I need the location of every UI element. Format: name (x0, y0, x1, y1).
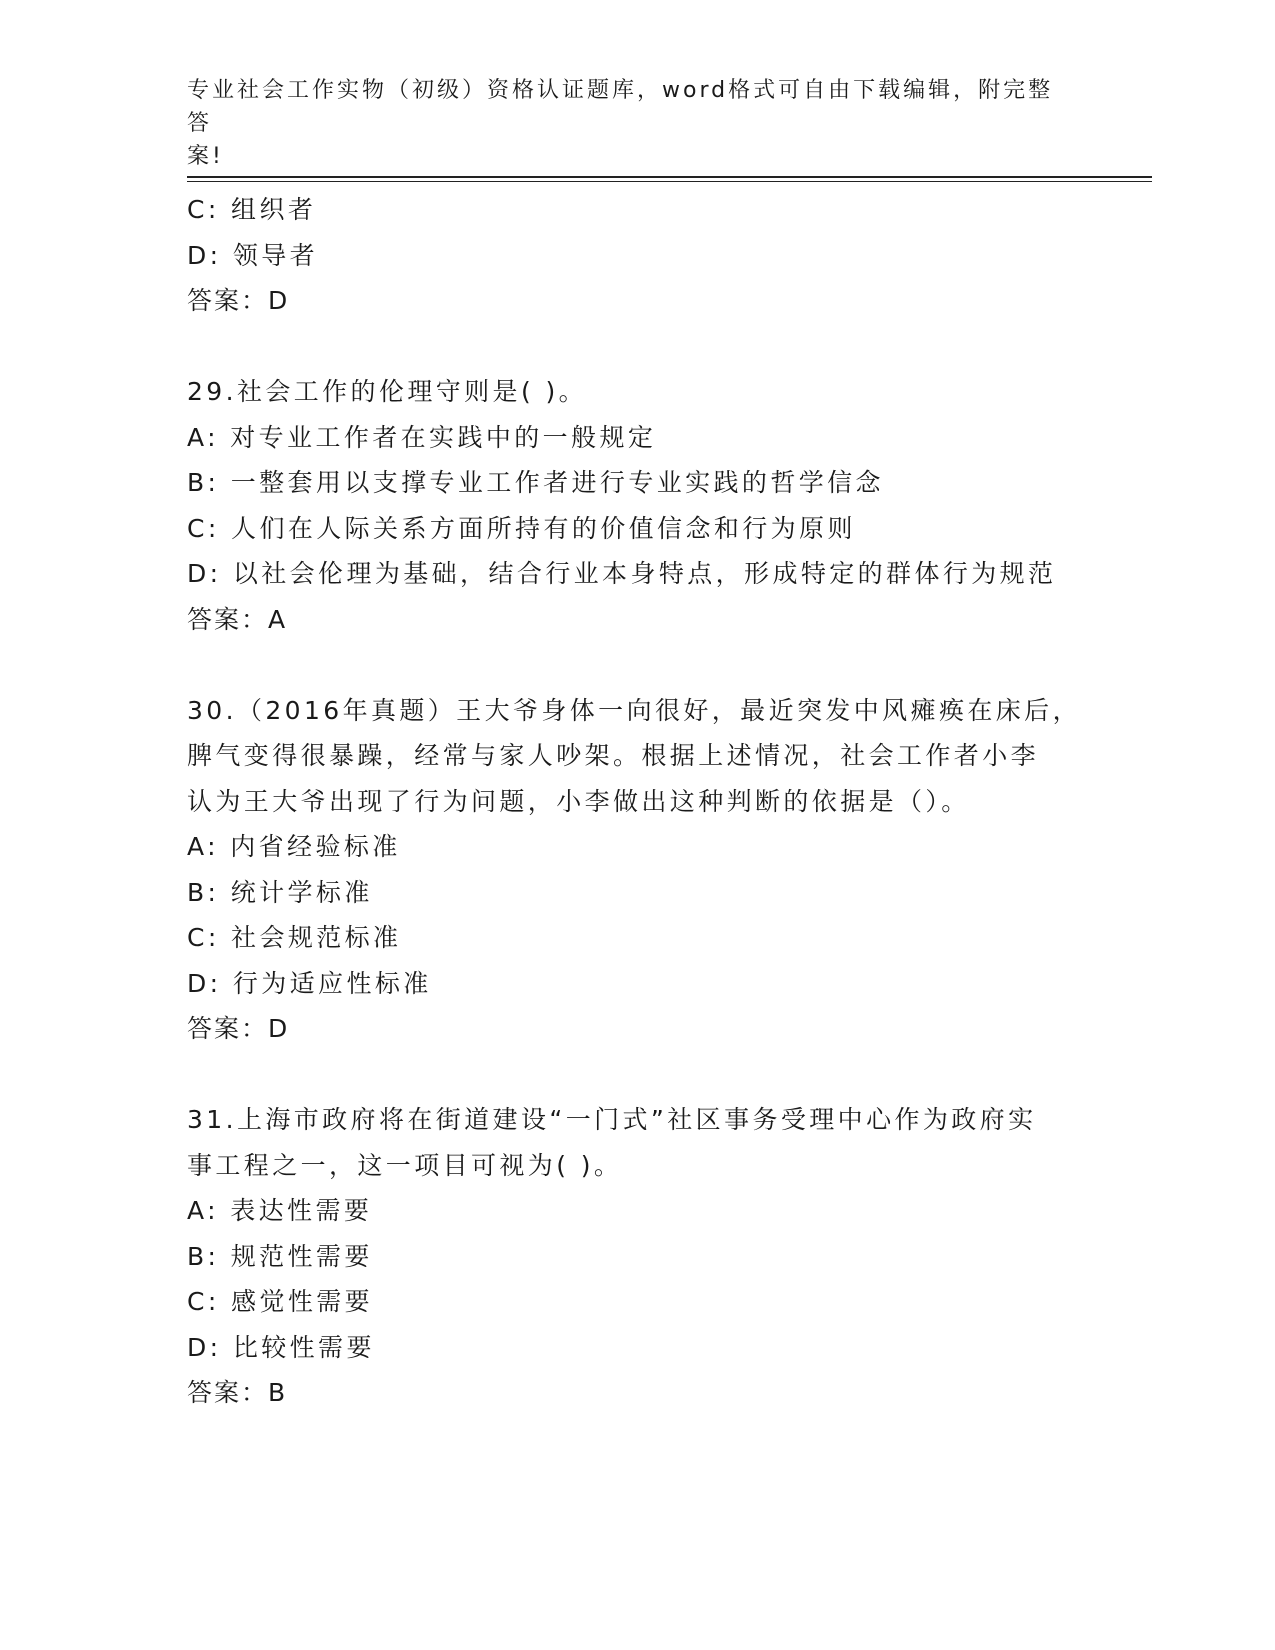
header-line-2: 案! (187, 144, 224, 169)
option-text: 表达性需要 (230, 1196, 373, 1225)
option-d (187, 961, 1087, 1007)
option-b (187, 460, 1087, 506)
option-text: 行为适应性标准 (232, 968, 432, 998)
option-a (187, 824, 1087, 870)
option-text: 内省经验标准 (230, 832, 401, 861)
option-label: C: (187, 1287, 220, 1316)
option-b (187, 1234, 1087, 1280)
option-d (187, 551, 1087, 597)
option-label: B: (187, 468, 220, 497)
question-stem-line-3: 认为王大爷出现了行为问题，小李做出这种判断的依据是（）。 (187, 786, 970, 816)
option-text: 人们在人际关系方面所持有的价值信念和行为原则 (231, 513, 856, 543)
question-stem-line-2: 脾气变得很暴躁，经常与家人吵架。根据上述情况，社会工作者小李 (187, 741, 1040, 770)
option-label: C: (187, 923, 220, 952)
option-c (187, 506, 1087, 552)
option-label: A: (187, 422, 219, 452)
question-content (187, 187, 1087, 1416)
question-30 (187, 688, 1087, 1052)
option-text: 对专业工作者在实践中的一般规定 (230, 422, 657, 452)
answer-line: 答案：D (187, 286, 290, 315)
header-rule-thin (187, 181, 1152, 182)
option-text: 规范性需要 (230, 1241, 373, 1271)
header-line-1: 专业社会工作实物（初级）资格认证题库，word格式可自由下载编辑，附完整答 (187, 78, 1054, 136)
question-stem: 29.社会工作的伦理守则是( )。 (187, 377, 588, 406)
option-d (187, 1325, 1087, 1371)
answer-line: 答案：A (187, 604, 288, 634)
option-text: 一整套用以支撑专业工作者进行专业实践的哲学信念 (230, 468, 884, 497)
answer-line: 答案：B (187, 1378, 288, 1407)
spacer (187, 642, 1087, 688)
option-text: 组织者 (231, 195, 317, 224)
option-label: D: (187, 968, 222, 998)
option-label: A: (187, 1196, 219, 1225)
option-label: D: (187, 559, 222, 588)
option-a (187, 1188, 1087, 1234)
question-stem-line-1: 30.（2016年真题）王大爷身体一向很好，最近突发中风瘫痪在床后， (187, 695, 1081, 725)
header-rule-thick (187, 176, 1152, 178)
spacer (187, 324, 1087, 370)
carry-over-block (187, 187, 1087, 324)
option-text: 社会规范标准 (231, 923, 402, 952)
option-label: B: (187, 877, 220, 907)
question-31 (187, 1097, 1087, 1416)
option-d (187, 233, 1087, 279)
option-text: 比较性需要 (232, 1332, 375, 1362)
option-text: 以社会伦理为基础，结合行业本身特点，形成特定的群体行为规范 (232, 559, 1057, 588)
option-c (187, 187, 1087, 233)
question-29 (187, 369, 1087, 642)
page-header (187, 74, 1067, 173)
option-b (187, 870, 1087, 916)
option-text: 统计学标准 (230, 877, 373, 907)
question-stem-line-1: 31.上海市政府将在街道建设“一门式”社区事务受理中心作为政府实 (187, 1105, 1037, 1134)
option-a (187, 415, 1087, 461)
option-label: C: (187, 195, 220, 224)
question-stem-line-2: 事工程之一，这一项目可视为( )。 (187, 1150, 623, 1180)
spacer (187, 1052, 1087, 1098)
option-c (187, 915, 1087, 961)
option-label: C: (187, 513, 220, 543)
option-label: D: (187, 1332, 222, 1362)
option-text: 感觉性需要 (231, 1287, 374, 1316)
option-label: D: (187, 240, 222, 270)
option-label: A: (187, 832, 219, 861)
option-text: 领导者 (232, 240, 319, 270)
answer-line: 答案：D (187, 1014, 290, 1043)
option-label: B: (187, 1241, 220, 1271)
option-c (187, 1279, 1087, 1325)
